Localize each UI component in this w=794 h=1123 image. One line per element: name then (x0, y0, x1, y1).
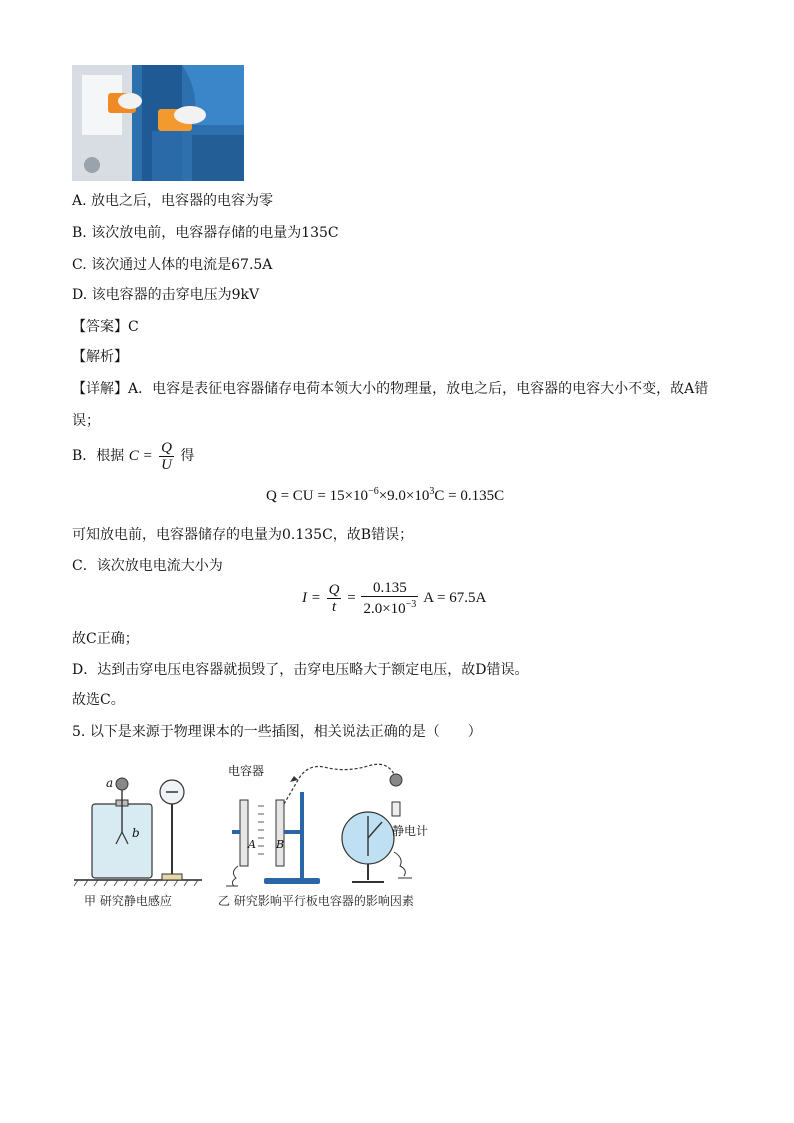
question-5 (72, 723, 482, 741)
detail-line-2: 误； (72, 413, 100, 429)
eq2-equals: = (347, 589, 356, 606)
formula-c-eq: C = (128, 448, 153, 464)
figure-yi (218, 752, 433, 912)
detail-final: 故选C。 (72, 692, 125, 708)
label-electrometer: 静电计 (392, 824, 429, 838)
option-c-letter: C. (72, 257, 87, 273)
option-a-letter: A. (72, 193, 87, 209)
figure-jia (72, 770, 207, 912)
equation-current (302, 580, 486, 617)
equation-charge (266, 486, 504, 505)
detail-b-conclusion: 可知放电前，电容器储存的电量为0.135C，故B错误； (72, 527, 414, 543)
eq1-rhs: C = 0.135C (434, 488, 505, 504)
eq2-lhs: I = (302, 589, 321, 606)
answer-line (72, 318, 139, 336)
eq2-num: 0.135 (361, 580, 418, 597)
eq2-q-over-t: $\frac{Q}{t}$ (328, 582, 340, 615)
answer-value: C (128, 319, 139, 335)
option-a (72, 192, 273, 210)
option-d-letter: D. (72, 287, 88, 303)
option-c (72, 256, 272, 274)
option-d-text: 该电容器的击穿电压为9kV (91, 287, 260, 303)
detail-d-line: D．达到击穿电压电容器就损毁了，击穿电压略大于额定电压，故D错误。 (72, 662, 529, 678)
figure-yi-caption: 乙 研究影响平行板电容器的影响因素 (218, 894, 414, 908)
question-5-number: 5. (72, 724, 86, 740)
figure-jia-caption: 甲 研究静电感应 (84, 894, 172, 908)
option-b-text: 该次放电前，电容器存储的电量为135C (91, 225, 339, 241)
option-b-letter: B. (72, 225, 87, 241)
question-5-text: 以下是来源于物理课本的一些插图，相关说法正确的是（ ） (89, 724, 482, 740)
detail-b-prefix: B．根据 (72, 448, 125, 464)
eq1-exp1: −6 (368, 486, 379, 497)
detail-c-conclusion: 故C正确； (72, 631, 139, 647)
label-b: b (132, 826, 140, 840)
option-b (72, 224, 339, 242)
detail-line-1: 【详解】A．电容是表征电容器储存电荷本领大小的物理量，放电之后，电容器的电容大小不变，故A错 (72, 381, 709, 397)
answer-tag: 【答案】 (72, 319, 128, 335)
option-a-text: 放电之后，电容器的电容为零 (91, 193, 274, 209)
label-plate-a: A (248, 838, 256, 851)
eq2-value-fraction (361, 580, 418, 617)
analysis-tag: 【解析】 (72, 349, 128, 365)
label-a: a (106, 776, 114, 790)
eq2-den-exp: −3 (405, 599, 417, 610)
eq1-exp2: 3 (429, 486, 435, 497)
label-capacitor: 电容器 (228, 764, 265, 778)
eq2-den: 2.0×10 (363, 601, 406, 617)
defibrillator-photo (72, 65, 244, 181)
detail-c-line: C．该次放电电流大小为 (72, 558, 223, 574)
detail-b-suffix: 得 (180, 448, 195, 464)
eq1-lhs: Q = CU = 15×10 (266, 488, 369, 504)
option-c-text: 该次通过人体的电流是67.5A (91, 257, 273, 273)
label-plate-b: B (276, 838, 285, 851)
eq2-rhs: A = 67.5A (423, 589, 487, 606)
formula-q-over-u: $\frac{Q}{U}$ (161, 439, 172, 473)
detail-b-line (72, 438, 194, 474)
option-d (72, 286, 259, 304)
eq1-mid: ×9.0×10 (378, 488, 430, 504)
